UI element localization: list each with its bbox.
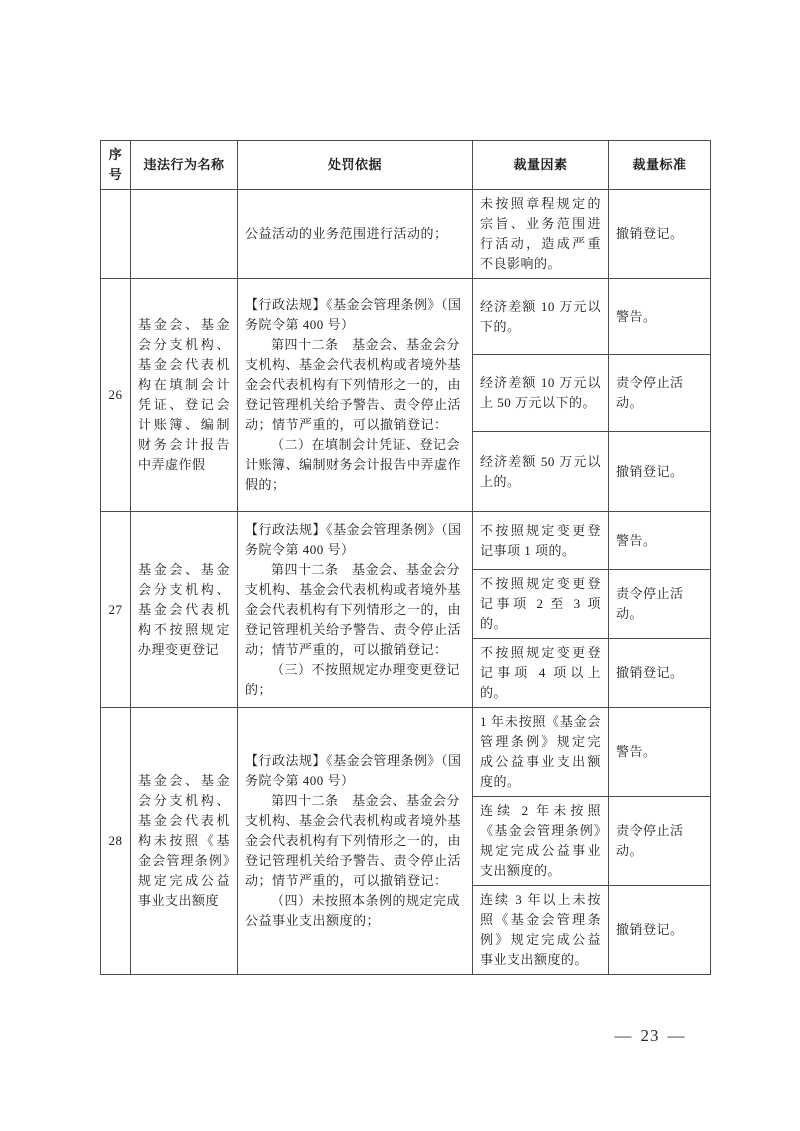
header-seq: 序号 [101,141,131,190]
basis-paragraph: 第四十二条 基金会、基金会分支机构、基金会代表机构或者境外基金会代表机构有下列情形之一的，由登记管理机关给予警告、责令停止活动；情节严重的，可以撤销登记： [245,793,462,888]
violation-name-cell-empty [131,190,238,279]
page-number [590,1026,710,1046]
standard-cell: 警告。 [609,708,711,797]
seq-cell-empty [101,190,131,279]
basis-paragraph: 【行政法规】《基金会管理条例》（国务院令第 400 号） [245,297,462,332]
factor-cell: 经济差额 10 万元以下的。 [473,279,609,355]
table-row [101,708,711,797]
standard-cell: 责令停止活动。 [609,355,711,432]
header-discretion-factor: 裁量因素 [473,141,609,190]
standard-cell: 责令停止活动。 [609,797,711,886]
penalty-basis-cell [238,279,473,512]
page-number-value: 23 [640,1026,660,1045]
factor-cell: 未按照章程规定的宗旨、业务范围进行活动，造成严重不良影响的。 [473,190,609,279]
standard-cell: 责令停止活动。 [609,570,711,639]
factor-cell: 经济差额 50 万元以上的。 [473,432,609,512]
header-violation-name: 违法行为名称 [131,141,238,190]
penalty-discretion-table [100,140,711,975]
basis-paragraph: （四）未按照本条例的规定完成公益事业支出额度的； [245,893,461,928]
standard-cell: 撤销登记。 [609,639,711,708]
factor-cell: 连续 3 年以上未按照《基金会管理条例》规定完成公益事业支出额度的。 [473,886,609,975]
standard-cell: 警告。 [609,512,711,570]
header-penalty-basis: 处罚依据 [238,141,473,190]
violation-name-cell: 基金会、基金会分支机构、基金会代表机构在填制会计凭证、登记会计账簿、编制财务会计报告中弄虚作假 [131,279,238,512]
seq-cell: 27 [101,512,131,708]
basis-paragraph: 第四十二条 基金会、基金会分支机构、基金会代表机构或者境外基金会代表机构有下列情形之一的，由登记管理机关给予警告、责令停止活动；情节严重的，可以撤销登记： [245,561,462,657]
basis-paragraph: 【行政法规】《基金会管理条例》（国务院令第 400 号） [245,521,462,557]
basis-paragraph: 公益活动的业务范围进行活动的； [245,226,448,241]
seq-cell: 26 [101,279,131,512]
penalty-basis-cell [238,708,473,975]
table-header-row [101,141,711,190]
page-number-dash-left: — [614,1026,633,1045]
table-row [101,512,711,570]
basis-paragraph: （三）不按照规定办理变更登记的； [245,661,461,697]
table-row [101,279,711,355]
factor-cell: 不按照规定变更登记事项 2 至 3 项的。 [473,570,609,639]
basis-paragraph: （二）在填制会计凭证、登记会计账簿、编制财务会计报告中弄虚作假的； [245,437,462,492]
standard-cell: 撤销登记。 [609,432,711,512]
violation-name-cell: 基金会、基金会分支机构、基金会代表机构未按照《基金会管理条例》规定完成公益事业支出额度 [131,708,238,975]
basis-paragraph: 第四十二条 基金会、基金会分支机构、基金会代表机构或者境外基金会代表机构有下列情形之一的，由登记管理机关给予警告、责令停止活动；情节严重的，可以撤销登记： [245,337,462,432]
factor-cell: 经济差额 10 万元以上 50 万元以下的。 [473,355,609,432]
basis-paragraph: 【行政法规】《基金会管理条例》（国务院令第 400 号） [245,753,462,788]
table-row-continuation [101,190,711,279]
factor-cell: 不按照规定变更登记事项 1 项的。 [473,512,609,570]
factor-cell: 不按照规定变更登记事项 4 项以上的。 [473,639,609,708]
violation-name-cell: 基金会、基金会分支机构、基金会代表机构不按照规定办理变更登记 [131,512,238,708]
penalty-basis-cell [238,190,473,279]
penalty-basis-cell [238,512,473,708]
factor-cell: 1 年未按照《基金会管理条例》规定完成公益事业支出额度的。 [473,708,609,797]
standard-cell: 警告。 [609,279,711,355]
factor-cell: 连续 2 年未按照《基金会管理条例》规定完成公益事业支出额度的。 [473,797,609,886]
standard-cell: 撤销登记。 [609,886,711,975]
seq-cell: 28 [101,708,131,975]
page-number-dash-right: — [667,1026,686,1045]
header-discretion-standard: 裁量标准 [609,141,711,190]
standard-cell: 撤销登记。 [609,190,711,279]
